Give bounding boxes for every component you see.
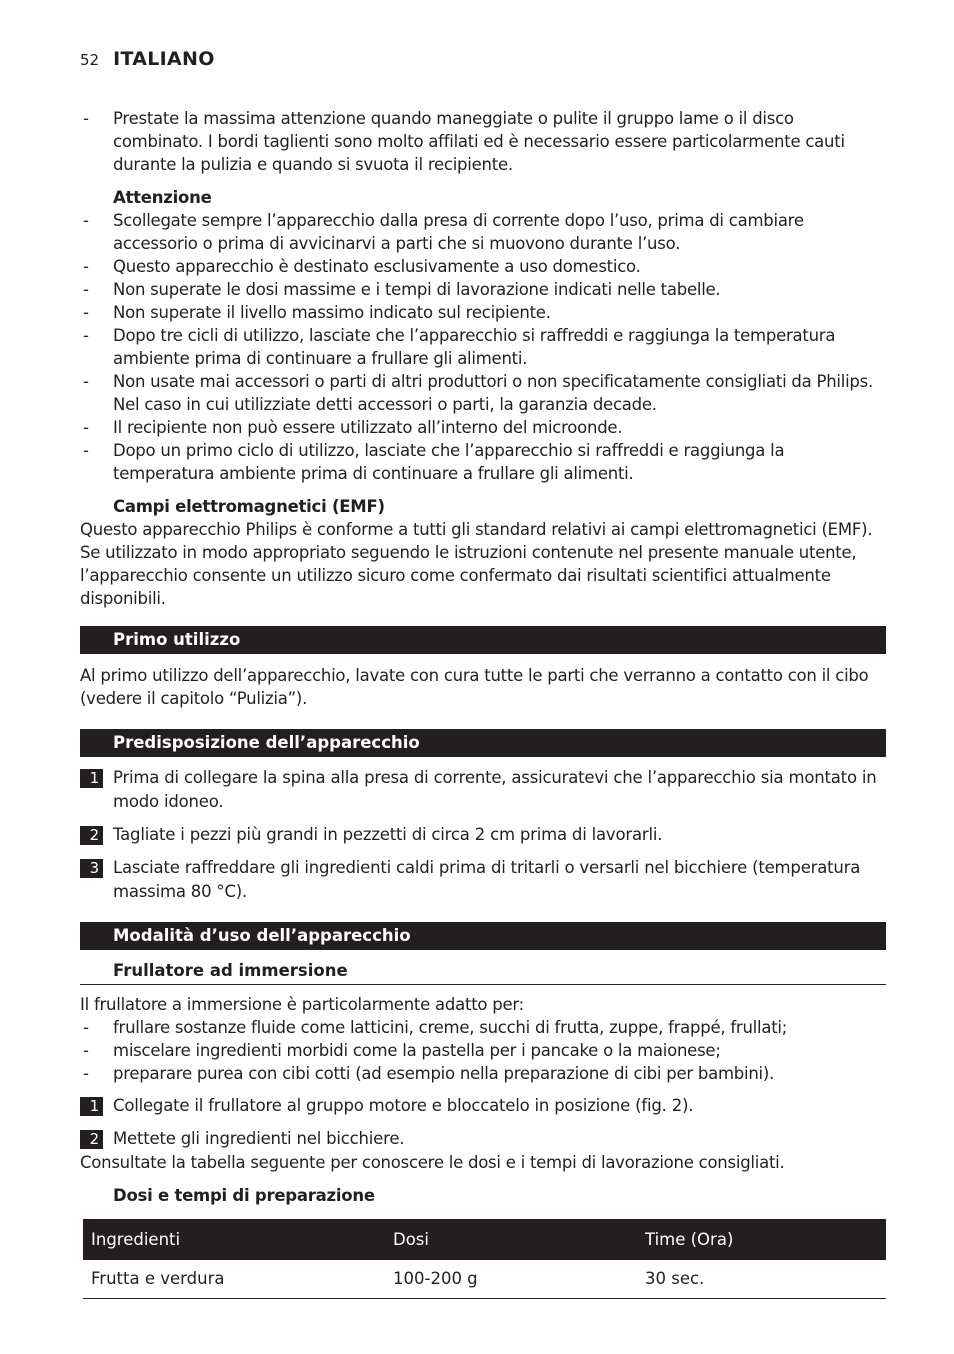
table-cell: 30 sec. bbox=[645, 1269, 705, 1288]
warnings-section bbox=[80, 107, 886, 610]
attenzione-heading: Attenzione bbox=[113, 188, 212, 207]
step-item: 3 Lasciate raffreddare gli ingredienti caldi prima di tritarli o versarli nel bicchiere (temperatura massima 80 °C). bbox=[80, 856, 886, 904]
list-item: - miscelare ingredienti morbidi come la pastella per i pancake o la maionese; bbox=[83, 1041, 721, 1060]
column-header: Ingredienti bbox=[91, 1230, 181, 1249]
primo-utilizzo-text: Al primo utilizzo dell’apparecchio, lavate con cura tutte le parti che verranno a contatto con il cibo (vedere il capitolo “Pulizia”). bbox=[80, 666, 869, 708]
emf-text: Questo apparecchio Philips è conforme a tutti gli standard relativi ai campi elettromagnetici (EMF). Se utilizzato in modo appropriato seguendo le istruzioni contenute nel presente manuale utente, l’apparecchio consente un utilizzo sicuro come confermato dai risultati scientifici attualmente disponibili. bbox=[80, 520, 873, 608]
modalita-content bbox=[80, 993, 886, 1207]
list-item: - Non usate mai accessori o parti di altri produttori o non specificatamente consigliati da Philips. Nel caso in cui utilizziate detti accessori o parti, la garanzia decade. bbox=[83, 372, 873, 414]
page-header bbox=[80, 48, 215, 70]
step-number: 2 bbox=[80, 826, 103, 845]
table-cell: 100-200 g bbox=[393, 1269, 478, 1288]
list-item: - Non superate le dosi massime e i tempi di lavorazione indicati nelle tabelle. bbox=[83, 280, 721, 299]
step-number: 1 bbox=[80, 769, 103, 788]
dosi-heading: Dosi e tempi di preparazione bbox=[113, 1186, 375, 1205]
list-item: - Scollegate sempre l’apparecchio dalla presa di corrente dopo l’uso, prima di cambiare accessorio o prima di avvicinarvi a parti che si muovono durante l’uso. bbox=[83, 211, 804, 253]
language-title: ITALIANO bbox=[113, 48, 215, 70]
list-item: - Non superate il livello massimo indicato sul recipiente. bbox=[83, 303, 551, 322]
column-header: Dosi bbox=[393, 1230, 429, 1249]
list-item: - Dopo tre cicli di utilizzo, lasciate che l’apparecchio si raffreddi e raggiunga la temperatura ambiente prima di continuare a frullare gli alimenti. bbox=[83, 326, 836, 368]
predisposizione-steps bbox=[80, 766, 886, 904]
modalita-intro: Il frullatore a immersione è particolarmente adatto per: bbox=[80, 995, 524, 1014]
table-row bbox=[83, 1260, 886, 1299]
step-item: 2 Mettete gli ingredienti nel bicchiere. bbox=[80, 1127, 886, 1151]
step-item: 2 Tagliate i pezzi più grandi in pezzetti di circa 2 cm prima di lavorarli. bbox=[80, 823, 886, 847]
list-item: - Il recipiente non può essere utilizzato all’interno del microonde. bbox=[83, 418, 623, 437]
section-bar-predisposizione: Predisposizione dell’apparecchio bbox=[80, 729, 886, 757]
column-header: Time (Ora) bbox=[645, 1230, 734, 1249]
list-item: - Questo apparecchio è destinato esclusivamente a uso domestico. bbox=[83, 257, 641, 276]
step-number: 3 bbox=[80, 859, 103, 878]
step-number: 1 bbox=[80, 1097, 103, 1116]
list-item: - preparare purea con cibi cotti (ad esempio nella preparazione di cibi per bambini). bbox=[83, 1064, 775, 1083]
dosi-table bbox=[83, 1219, 886, 1299]
list-item: - Prestate la massima attenzione quando maneggiate o pulite il gruppo lame o il disco combinato. I bordi taglienti sono molto affilati ed è necessario essere particolarmente cauti durante la pulizia e quando si svuota il recipiente. bbox=[83, 109, 845, 174]
table-cell: Frutta e verdura bbox=[91, 1269, 225, 1288]
list-item: - frullare sostanze fluide come latticini, creme, succhi di frutta, zuppe, frappé, frullati; bbox=[83, 1018, 788, 1037]
section-bar-modalita: Modalità d’uso dell’apparecchio bbox=[80, 922, 886, 950]
emf-heading: Campi elettromagnetici (EMF) bbox=[113, 497, 385, 516]
step-number: 2 bbox=[80, 1130, 103, 1149]
page-number: 52 bbox=[80, 51, 100, 69]
step-item: 1 Prima di collegare la spina alla presa di corrente, assicuratevi che l’apparecchio sia montato in modo idoneo. bbox=[80, 766, 886, 814]
table-header-row bbox=[83, 1219, 886, 1260]
list-item: - Dopo un primo ciclo di utilizzo, lasciate che l’apparecchio si raffreddi e raggiunga la temperatura ambiente prima di continuare a frullare gli alimenti. bbox=[83, 441, 785, 483]
table-note: Consultate la tabella seguente per conoscere le dosi e i tempi di lavorazione consigliati. bbox=[80, 1153, 785, 1172]
step-item: 1 Collegate il frullatore al gruppo motore e bloccatelo in posizione (fig. 2). bbox=[80, 1094, 886, 1118]
section-bar-primo-utilizzo: Primo utilizzo bbox=[80, 626, 886, 654]
subheading-frullatore: Frullatore ad immersione bbox=[80, 960, 886, 985]
